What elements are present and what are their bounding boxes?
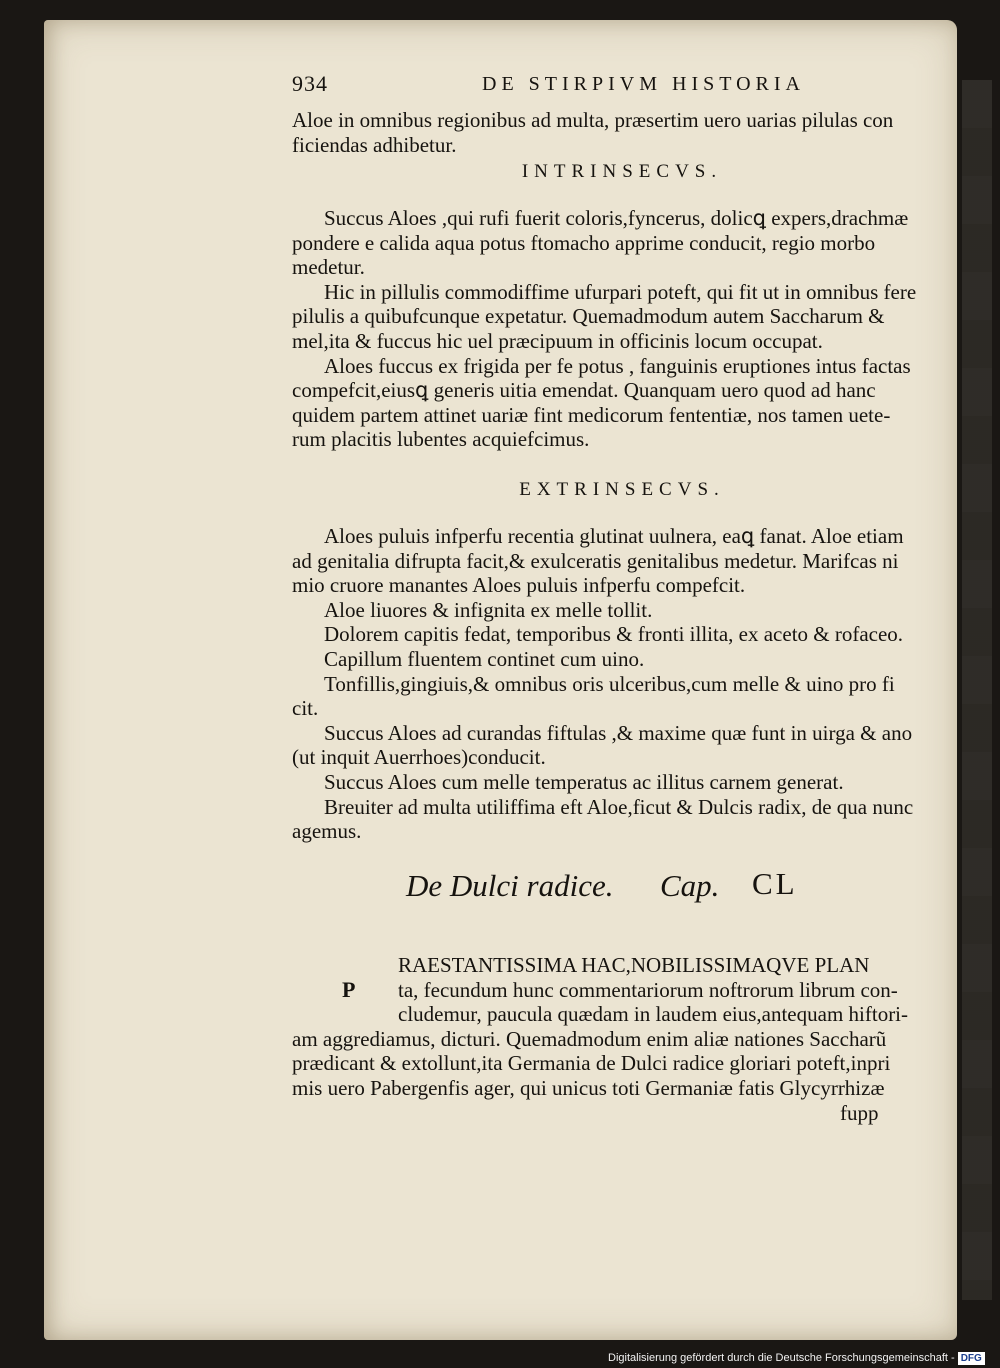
section-heading-intrinsecus: INTRINSECVS. xyxy=(521,161,723,182)
intrinsecus-section xyxy=(292,206,952,452)
page-number: 934 xyxy=(292,71,328,96)
text-line: (ut inquit Auerrhoes)conducit. xyxy=(292,745,546,770)
text-line: quidem partem attinet uariæ fint medicorum fententiæ, nos tamen uete- xyxy=(292,402,891,427)
text-line: compefcit,eiusꝗ generis uitia emendat. Quanquam uero quod ad hanc xyxy=(292,378,876,403)
text-line: agemus. xyxy=(292,819,362,844)
text-line: fupp xyxy=(840,1100,879,1125)
scan-edge-strip xyxy=(962,80,992,1300)
extrinsecus-section xyxy=(292,524,952,844)
text-line: cit. xyxy=(292,696,319,721)
intro-paragraph xyxy=(292,108,952,157)
text-line: pondere e calida aqua potus ftomacho apprime conducit, regio morbo xyxy=(292,230,876,255)
text-line: Tonfillis,gingiuis,& omnibus oris ulceribus,cum melle & uino pro fi xyxy=(324,671,895,696)
dfg-logo: DFG xyxy=(958,1352,985,1365)
text-line: Aloes puluis infperfu recentia glutinat uulnera, eaꝗ fanat. Aloe etiam xyxy=(324,524,904,548)
text-line: cludemur, paucula quædam in laudem eius,antequam hiftori- xyxy=(398,1002,909,1027)
text-line: rum placitis lubentes acquiefcimus. xyxy=(292,427,590,452)
text-line: am aggrediamus, dicturi. Quemadmodum enim aliæ nationes Saccharũ xyxy=(292,1026,887,1051)
text-line: Capillum fluentem continet cum uino. xyxy=(324,646,645,671)
text-line: Succus Aloes ,qui rufi fuerit coloris,fyncerus, dolicꝗ expers,drachmæ xyxy=(324,206,909,230)
section-heading-extrinsecus: EXTRINSECVS. xyxy=(519,479,725,500)
text-line: prædicant & extollunt,ita Germania de Dulci radice gloriari poteft,inpri xyxy=(292,1051,891,1076)
text-line: Aloe liuores & infignita ex melle tollit. xyxy=(324,597,653,622)
chapter-heading xyxy=(406,866,798,903)
digitization-footer xyxy=(608,1352,998,1368)
chapter-cap-label: Cap. xyxy=(660,868,720,903)
text-line: Succus Aloes ad curandas fiftulas ,& maxime quæ funt in uirga & ano xyxy=(324,720,913,745)
text-line: Aloe in omnibus regionibus ad multa, præsertim uero uarias pilulas con xyxy=(292,108,894,132)
text-line: Breuiter ad multa utiliffima eft Aloe,ficut & Dulcis radix, de qua nunc xyxy=(324,794,914,819)
text-line: ta, fecundum hunc commentariorum noftrorum librum con- xyxy=(398,977,898,1002)
footer-text: Digitalisierung gefördert durch die Deutsche Forschungsgemeinschaft - xyxy=(608,1352,955,1364)
text-line: pilulis a quibufcunque expetatur. Quemadmodum autem Saccharum & xyxy=(292,304,885,329)
text-line: Dolorem capitis fedat, temporibus & fronti illita, ex aceto & rofaceo. xyxy=(324,622,904,647)
text-line: Aloes fuccus ex frigida per fe potus , fanguinis eruptiones intus factas xyxy=(324,353,911,378)
text-line: ficiendas adhibetur. xyxy=(292,132,457,157)
text-line: Succus Aloes cum melle temperatus ac illitus carnem generat. xyxy=(324,769,844,794)
text-line: mel,ita & fuccus hic uel præcipuum in officinis locum occupat. xyxy=(292,328,823,353)
text-line: Hic in pillulis commodiffime ufurpari poteft, qui fit ut in omnibus fere xyxy=(324,279,917,304)
text-line: RAESTANTISSIMA HAC,NOBILISSIMAQVE PLAN xyxy=(398,953,870,977)
text-line: mis uero Pabergenfis ager, qui unicus toti Germaniæ fatis Glycyrrhizæ xyxy=(292,1075,885,1100)
initial-letter: P xyxy=(342,977,356,1002)
running-head xyxy=(292,72,852,98)
chapter-title: De Dulci radice. xyxy=(406,868,614,903)
text-line: medetur. xyxy=(292,255,365,280)
text-line: mio cruore manantes Aloes puluis infperfu compefcit. xyxy=(292,573,746,598)
text-line: ad genitalia difrupta facit,& exulceratis genitalibus medetur. Marifcas ni xyxy=(292,548,899,573)
chapter-number: CL xyxy=(752,866,798,901)
chapter-paragraph xyxy=(292,953,952,1125)
running-title: DE STIRPIVM HISTORIA xyxy=(482,73,805,95)
